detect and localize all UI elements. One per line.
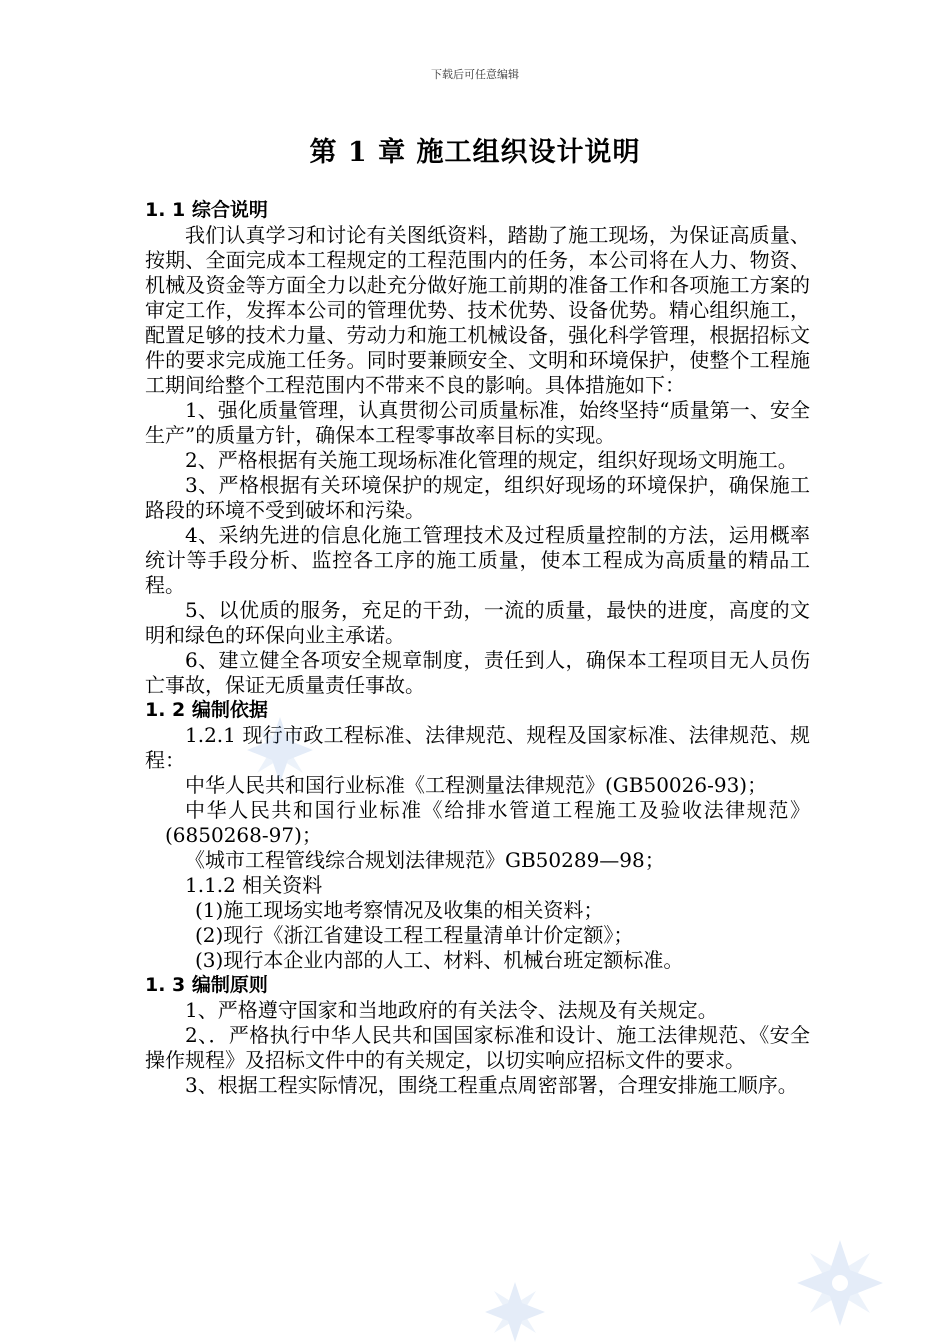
basis-line: 中华人民共和国行业标准《给排水管道工程施工及验收法律规范》(6850268-97)； [165,798,810,847]
paragraph-overview: 我们认真学习和讨论有关图纸资料，踏勘了施工现场，为保证高质量、按期、全面完成本工程规定的工程范围内的任务，本公司将在人力、物资、机械及资金等方面全力以赴充分做好施工前期的准备工作和各项施工方案的审定工作，发挥本公司的管理优势、技术优势、设备优势。精心组织施工，配置足够的技术力量、劳动力和施工机械设备，强化科学管理，根据招标文件的要求完成施工任务。同时要兼顾安全、文明和环境保护，使整个工程施工期间给整个工程范围内不带来不良的影响。具体措施如下： [145,223,810,397]
basis-line: 《城市工程管线综合规划法律规范》GB50289—98； [185,848,665,872]
measure-item: 3、严格根据有关环境保护的规定，组织好现场的环境保护，确保施工路段的环境不受到破坏和污染。 [145,473,810,522]
chapter-title: 第 1 章 施工组织设计说明 [309,137,641,168]
snowflake-watermark-icon [245,715,315,785]
section-heading-overview: 1. 1 综合说明 [145,199,268,221]
snowflake-watermark-icon [483,1280,547,1344]
snowflake-watermark-icon [795,1238,885,1328]
measure-item: 6、建立健全各项安全规章制度，责任到人，确保本工程项目无人员伤亡事故，保证无质量责任事故。 [145,648,810,697]
basis-line: (3)现行本企业内部的人工、材料、机械台班定额标准。 [195,948,684,972]
measure-item: 4、采纳先进的信息化施工管理技术及过程质量控制的方法，运用概率统计等手段分析、监控各工序的施工质量，使本工程成为高质量的精品工程。 [145,523,810,597]
basis-line: 中华人民共和国行业标准《工程测量法律规范》(GB50026-93)； [185,773,768,797]
principle-item: 1、严格遵守国家和当地政府的有关法令、法规及有关规定。 [185,998,718,1022]
principle-item: 2、．严格执行中华人民共和国国家标准和设计、施工法律规范、《安全操作规程》及招标文件中的有关规定，以切实响应招标文件的要求。 [145,1023,810,1072]
basis-line: (1)施工现场实地考察情况及收集的相关资料； [195,898,604,922]
measure-item: 5、以优质的服务，充足的干劲，一流的质量，最快的进度，高度的文明和绿色的环保向业主承诺。 [145,598,810,647]
basis-line: (2)现行《浙江省建设工程工程量清单计价定额》； [195,923,634,947]
section-heading-basis: 1. 2 编制依据 [145,699,268,721]
measure-item: 1、强化质量管理，认真贯彻公司质量标准，始终坚持“质量第一、安全生产”的质量方针，确保本工程零事故率目标的实现。 [145,398,810,447]
basis-line: 1.2.1 现行市政工程标准、法律规范、规程及国家标准、法律规范、规程： [145,723,810,772]
document-body [145,198,810,1098]
basis-line: 1.1.2 相关资料 [185,873,323,897]
principle-item: 3、根据工程实际情况，围绕工程重点周密部署，合理安排施工顺序。 [185,1073,798,1097]
measure-item: 2、严格根据有关施工现场标准化管理的规定，组织好现场文明施工。 [185,448,798,472]
section-heading-principles: 1. 3 编制原则 [145,974,268,996]
header-note: 下载后可任意编辑 [431,68,519,81]
